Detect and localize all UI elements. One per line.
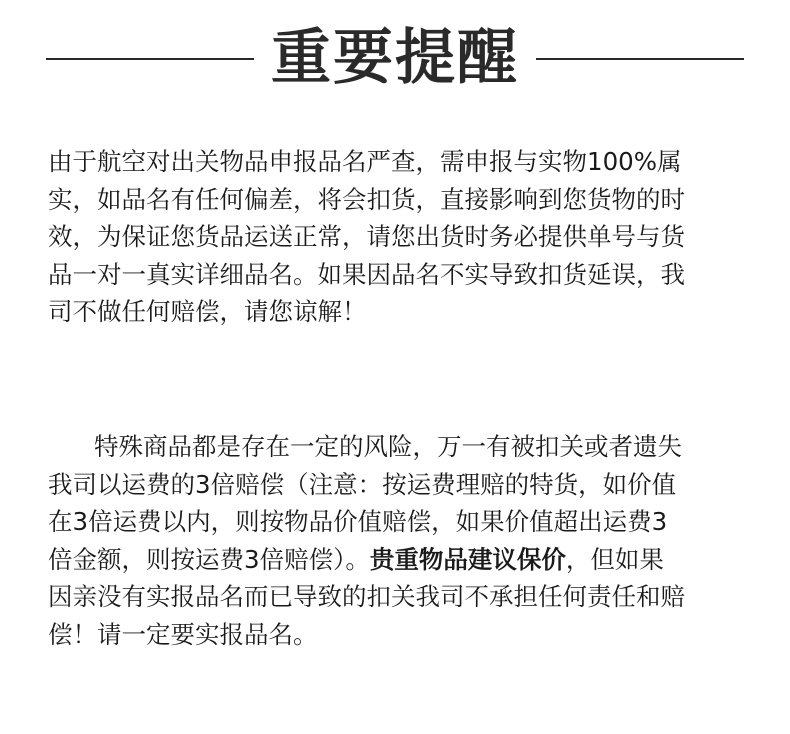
paragraph-line	[48, 541, 748, 579]
special-goods-paragraph	[48, 428, 748, 653]
paragraph-line: 品一对一真实详细品名。如果因品名不实导致扣货延误，我	[48, 259, 685, 289]
paragraph-line: 实，如品名有任何偏差，将会扣货，直接影响到您货物的时	[48, 184, 685, 214]
paragraph-line: 效，为保证您货品运送正常，请您出货时务必提供单号与货	[48, 222, 685, 251]
paragraph-line: 司不做任何赔偿，请您谅解！	[48, 297, 367, 326]
insurance-recommendation: 贵重物品建议保价	[369, 544, 566, 574]
paragraph-line: 由于航空对出关物品申报品名严查，需申报与实物100%属	[48, 147, 682, 176]
paragraph-line: 我司以运费的3倍赔偿（注意：按运费理赔的特货，如价值	[48, 469, 677, 499]
customs-declaration-paragraph	[48, 143, 748, 331]
paragraph-line: 特殊商品都是存在一定的风险，万一有被扣关或者遗失	[94, 432, 682, 461]
paragraph-text: 倍金额，则按运费3倍赔偿）。	[48, 544, 370, 574]
title-divider-right	[536, 58, 744, 60]
title-divider-left	[46, 58, 254, 60]
header	[0, 18, 790, 98]
paragraph-line: 在3倍运费以内，则按物品价值赔偿，如果价值超出运费3	[48, 507, 668, 536]
paragraph-line: 偿！请一定要实报品名。	[48, 619, 318, 649]
paragraph-text: ，但如果	[565, 544, 664, 574]
page-title: 重要提醒	[271, 23, 519, 93]
paragraph-line: 因亲没有实报品名而已导致的扣关我司不承担任何责任和赔	[48, 582, 685, 611]
